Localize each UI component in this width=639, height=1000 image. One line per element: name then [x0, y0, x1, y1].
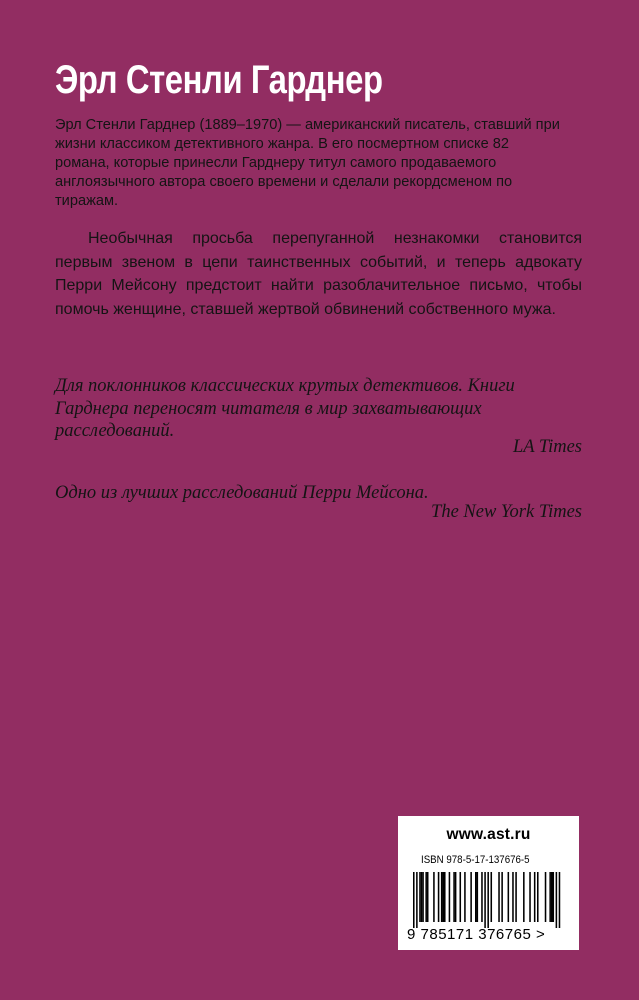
- barcode-bar: [453, 872, 455, 922]
- barcode-digits: 9 785171 376765 >: [407, 926, 546, 943]
- barcode-bar: [512, 872, 514, 922]
- barcode-bar: [442, 872, 444, 922]
- review-source-2: The New York Times: [431, 502, 582, 522]
- isbn-number: ISBN 978-5-17-137676-5: [421, 854, 530, 866]
- barcode-bar: [545, 872, 547, 922]
- barcode-bar: [438, 872, 440, 922]
- author-name: Эрл Стенли Гарднер: [55, 58, 383, 102]
- barcode-bar: [487, 872, 489, 928]
- barcode-bar: [416, 872, 418, 928]
- barcode-bar: [455, 872, 457, 922]
- author-bio: Эрл Стенли Гарднер (1889–1970) — американский писатель, ставший при жизни классиком детективного жанра. В его посмертном списке 82 романа, которые принесли Гарднеру титул самого продаваемого англоязычного автора своего времени и сделали рекордсменом по тиражам.: [55, 117, 560, 209]
- barcode-bar: [464, 872, 466, 922]
- review-quote-2: Одно из лучших расследований Перри Мейсона.: [55, 483, 429, 503]
- barcode-bar: [498, 872, 500, 922]
- review-quote-1: Для поклонников классических крутых детективов. Книги Гарднера переносят читателя в мир захватывающих расследований.: [55, 376, 515, 441]
- barcode-bar: [477, 872, 479, 922]
- barcode-bar: [433, 872, 435, 922]
- barcode-bar: [470, 872, 472, 922]
- barcode-bar: [556, 872, 558, 928]
- publisher-website: www.ast.ru: [446, 826, 531, 843]
- barcode-bar: [523, 872, 525, 922]
- barcode-bar: [553, 872, 555, 922]
- barcode-bar: [537, 872, 539, 922]
- barcode-image: [411, 872, 566, 928]
- barcode-bar: [534, 872, 536, 922]
- barcode-bar: [425, 872, 427, 922]
- barcode-bar: [441, 872, 443, 922]
- barcode-bar: [529, 872, 531, 922]
- barcode-bar: [491, 872, 493, 922]
- review-source-1: LA Times: [512, 437, 582, 457]
- barcode-bar: [421, 872, 423, 922]
- barcode-bar: [501, 872, 503, 922]
- barcode-bar: [419, 872, 421, 922]
- book-blurb: Необычная просьба перепуганной незнакомки становится первым звеном в цепи таинственных событий, и теперь адвокату Перри Мейсону предстоит найти разоблачительное письмо, чтобы помочь женщине, ставшей жертвой обвинений собственного мужа.: [55, 230, 582, 319]
- barcode-bar: [481, 872, 483, 922]
- barcode-bar: [508, 872, 510, 922]
- barcode-bar: [515, 872, 517, 922]
- barcode-bar: [413, 872, 415, 928]
- barcode-bar: [559, 872, 561, 928]
- barcode-bar: [444, 872, 446, 922]
- barcode-bar: [475, 872, 477, 922]
- barcode-bar: [449, 872, 451, 922]
- barcode-bar: [551, 872, 553, 922]
- barcode-bar: [460, 872, 462, 922]
- isbn-barcode-panel: [398, 816, 579, 950]
- barcode-bar: [427, 872, 429, 922]
- barcode-bar: [422, 872, 424, 922]
- barcode-bar: [549, 872, 551, 922]
- barcode-bar: [484, 872, 486, 928]
